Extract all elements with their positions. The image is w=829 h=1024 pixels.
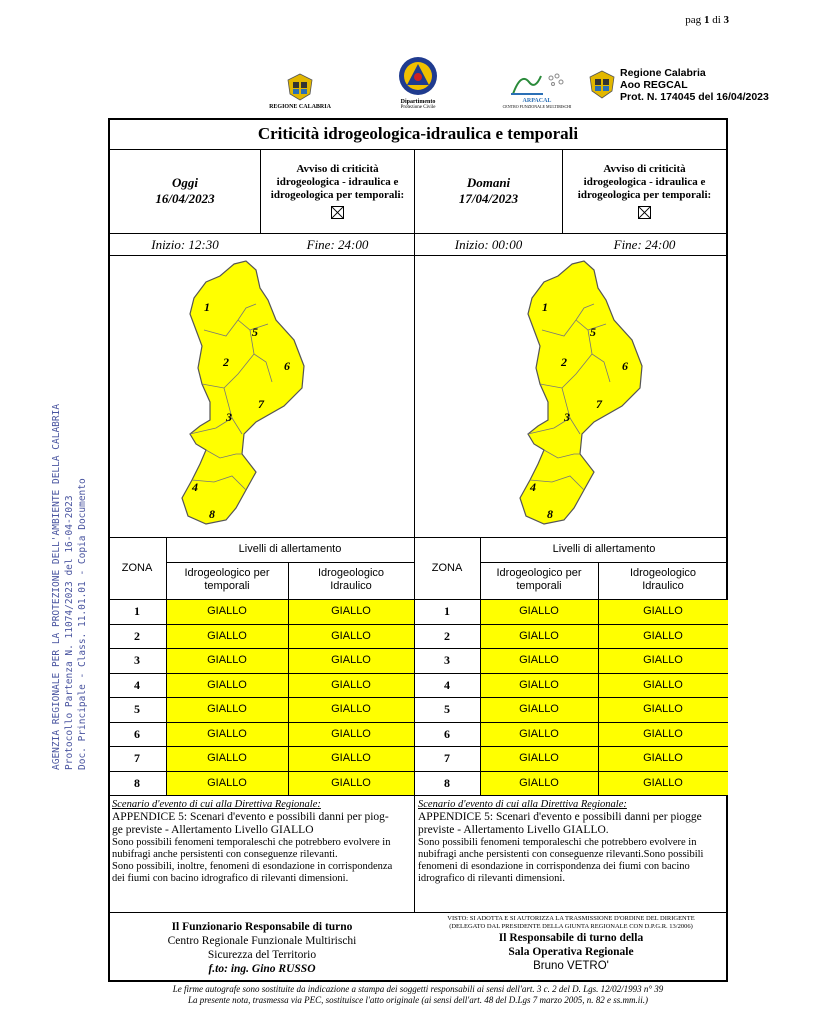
col-header-idraulico <box>598 562 728 599</box>
page-number: pag 1 di 3 <box>685 14 729 26</box>
alert-level-idraulico: GIALLO <box>598 722 728 747</box>
alert-level-idraulico: GIALLO <box>598 648 728 673</box>
alert-level-temporali: GIALLO <box>480 746 598 771</box>
table-rule <box>108 697 414 698</box>
table-rule <box>108 648 414 649</box>
zone-number: 7 <box>444 751 450 765</box>
legal-footer <box>108 984 728 1006</box>
col-header-temporali <box>166 562 288 599</box>
arpacal-icon <box>507 68 567 96</box>
col-header-line: temporali <box>204 580 250 592</box>
alert-level-temporali: GIALLO <box>166 697 288 722</box>
alert-level-temporali: GIALLO <box>166 648 288 673</box>
zone-label: 7 <box>258 397 264 411</box>
col-header-line: Idrogeologico per <box>184 567 270 579</box>
alert-level-idraulico: GIALLO <box>598 771 728 796</box>
table-rule <box>414 697 728 698</box>
zone-number: 3 <box>444 653 450 667</box>
table-rule <box>108 722 414 723</box>
table-rule <box>414 722 728 723</box>
protezione-civile-icon <box>397 55 439 97</box>
footer-line: La presente nota, trasmessa via PEC, sostituisce l'atto originale (ai sensi dell'art. 48 del D.Lgs 7 marzo 2005, n. 82 e ss.mm.ii.) <box>187 995 648 1005</box>
zone-label: 2 <box>223 355 229 369</box>
signature-approval: (DELEGATO DAL PRESIDENTE DELLA GIUNTA REGIONALE CON D.P.G.R. 13/2006) <box>449 923 693 930</box>
day-tomorrow <box>415 175 562 207</box>
scenario-body: Sono possibili, inoltre, fenomeni di esondazione in corrispondenza <box>112 861 393 872</box>
start-tomorrow: Inizio: 00:00 <box>454 237 523 252</box>
signature-name: f.to: ing. Gino RUSSO <box>208 963 316 975</box>
zone-label: 1 <box>204 300 210 314</box>
alert-level-idraulico: GIALLO <box>288 771 414 796</box>
avviso-line: idrogeologica - idraulica e <box>276 176 399 188</box>
col-header-line: Idraulico <box>642 580 684 592</box>
table-rule <box>598 562 599 795</box>
zone-number: 5 <box>134 702 140 716</box>
zone-number: 5 <box>444 702 450 716</box>
end-tomorrow: Fine: 24:00 <box>613 237 676 252</box>
alert-level-idraulico: GIALLO <box>598 697 728 722</box>
zone-label: 4 <box>192 480 198 494</box>
table-rule <box>414 648 728 649</box>
day-label: Oggi <box>172 175 198 190</box>
alert-level-idraulico: GIALLO <box>288 697 414 722</box>
protezione-civile-logo: Dipartimento Protezione Civile <box>378 55 458 110</box>
end-today: Fine: 24:00 <box>306 237 369 252</box>
col-header-line: temporali <box>516 580 562 592</box>
alert-level-temporali: GIALLO <box>166 673 288 698</box>
alert-level-idraulico: GIALLO <box>598 624 728 649</box>
alert-level-idraulico: GIALLO <box>288 722 414 747</box>
avviso-line: Avviso di criticità <box>603 163 686 175</box>
scenario-body: idrografico di rilevanti dimensioni. <box>418 873 565 884</box>
zone-label: 1 <box>542 300 548 314</box>
zone-number: 1 <box>134 604 140 618</box>
table-rule <box>414 795 728 796</box>
table-rule <box>480 562 728 563</box>
stamp-line-2: Protocollo Partenza N. 11074/2023 del 16-04-2023 <box>64 495 75 770</box>
footer-line: Le firme autografe sono sostituite da indicazione a stampa dei soggetti responsabili ai sensi dell'art. 3 c. 2 del D. Lgs. 12/02/1993 n° 39 <box>172 984 664 994</box>
alert-level-temporali: GIALLO <box>166 624 288 649</box>
zone-label: 4 <box>530 480 536 494</box>
table-rule <box>288 562 289 795</box>
zone-label: 3 <box>226 410 232 424</box>
alert-level-temporali: GIALLO <box>166 746 288 771</box>
calabria-region-shape <box>520 261 642 524</box>
alert-level-temporali: GIALLO <box>480 624 598 649</box>
alert-level-temporali: GIALLO <box>480 697 598 722</box>
bulletin-title: Criticità idrogeologica-idraulica e temporali <box>108 118 728 150</box>
table-rule <box>414 599 728 600</box>
alert-level-temporali: GIALLO <box>166 599 288 624</box>
avviso-tomorrow <box>563 163 726 223</box>
zone-label: 5 <box>590 325 596 339</box>
alert-level-idraulico: GIALLO <box>598 673 728 698</box>
day-today <box>110 175 260 207</box>
avviso-line: Avviso di criticità <box>296 163 379 175</box>
table-rule <box>166 537 167 795</box>
avviso-checkbox-tomorrow[interactable] <box>638 206 651 219</box>
table-rule <box>108 771 414 772</box>
table-rule <box>108 624 414 625</box>
signature-approval: VISTO: SI ADOTTA E SI AUTORIZZA LA TRASMISSIONE D'ORDINE DEL DIRIGENTE <box>447 915 695 922</box>
scenario-body: Sono possibili fenomeni temporaleschi che potrebbero evolvere in <box>418 837 697 848</box>
avviso-line: idrogeologica per temporali: <box>270 189 405 201</box>
divider <box>108 912 728 913</box>
scenario-heading: Scenario d'evento di cui alla Direttiva Regionale: <box>418 799 627 810</box>
calabria-map-today <box>176 258 336 536</box>
regione-shield-icon <box>285 72 315 102</box>
scenario-body: dei fiumi con bacino idrografico di rilevanti dimensioni. <box>112 873 349 884</box>
protocol-number: Prot. N. 174045 del 16/04/2023 <box>620 91 769 103</box>
arpacal-logo: ARPACAL CENTRO FUNZIONALE MULTIRISCHI <box>492 68 582 109</box>
scenario-appendix: ge previste - Allertamento Livello GIALLO <box>112 824 314 836</box>
table-rule <box>108 795 414 796</box>
zone-number: 8 <box>444 775 450 790</box>
alert-level-temporali: GIALLO <box>480 771 598 796</box>
alert-level-idraulico: GIALLO <box>288 673 414 698</box>
signature-role: Sala Operativa Regionale <box>508 946 634 958</box>
signature-name: Bruno VETRO' <box>533 960 609 972</box>
protocol-region: Regione Calabria <box>620 67 706 79</box>
scenario-today <box>112 799 412 885</box>
day-date: 16/04/2023 <box>155 191 215 206</box>
scenario-appendix: APPENDICE 5: Scenari d'evento e possibili danni per piog- <box>112 811 389 823</box>
zone-label: 6 <box>622 359 628 373</box>
zone-number: 8 <box>134 775 140 790</box>
day-label: Domani <box>466 175 511 190</box>
zone-number: 2 <box>134 628 140 643</box>
signature-office: Centro Regionale Funzionale Multirischi <box>167 935 357 947</box>
protocol-block <box>620 67 769 103</box>
alert-level-temporali: GIALLO <box>480 722 598 747</box>
col-header-line: Idrogeologico per <box>496 567 582 579</box>
signature-office: Sicurezza del Territorio <box>207 949 317 961</box>
calabria-region-shape <box>182 261 304 524</box>
scenario-appendix: APPENDICE 5: Scenari d'evento e possibili danni per piogge <box>418 811 702 823</box>
zone-label: 2 <box>561 355 567 369</box>
protocol-aoo: Aoo REGCAL <box>620 79 688 91</box>
avviso-line: idrogeologica per temporali: <box>577 189 712 201</box>
scenario-tomorrow <box>418 799 726 885</box>
calabria-map-tomorrow <box>514 258 674 536</box>
scenario-body: nubifragi anche persistenti con conseguenze rilevanti.Sono possibili <box>418 849 704 860</box>
zone-number: 3 <box>134 653 140 667</box>
avviso-today <box>261 163 414 223</box>
alert-level-temporali: GIALLO <box>480 673 598 698</box>
scenario-heading: Scenario d'evento di cui alla Direttiva Regionale: <box>112 799 321 810</box>
avviso-line: idrogeologica - idraulica e <box>583 176 706 188</box>
center-divider <box>414 150 415 912</box>
levels-header: Livelli di allertamento <box>238 543 342 555</box>
table-rule <box>108 673 414 674</box>
alert-level-idraulico: GIALLO <box>288 624 414 649</box>
zone-number: 4 <box>134 677 140 692</box>
col-header-line: Idrogeologico <box>317 567 385 579</box>
zone-number: 6 <box>134 726 140 741</box>
registry-shield-icon <box>588 70 616 100</box>
zone-number: 6 <box>444 726 450 741</box>
table-rule <box>414 624 728 625</box>
alert-level-temporali: GIALLO <box>166 771 288 796</box>
day-date: 17/04/2023 <box>458 191 519 206</box>
alert-level-idraulico: GIALLO <box>598 746 728 771</box>
stamp-line-3: Doc. Principale - Class. 11.01.01 - Copia Documento <box>77 478 88 770</box>
col-header-line: Idraulico <box>330 580 372 592</box>
levels-header: Livelli di allertamento <box>552 543 656 555</box>
zone-label: 3 <box>564 410 570 424</box>
avviso-checkbox-today[interactable] <box>331 206 344 219</box>
alert-level-idraulico: GIALLO <box>288 599 414 624</box>
zona-header: ZONA <box>121 562 153 574</box>
signature-role: Il Responsabile di turno della <box>498 932 644 944</box>
zone-number: 2 <box>444 628 450 643</box>
table-rule <box>414 771 728 772</box>
zone-label: 6 <box>284 359 290 373</box>
signature-operations <box>416 915 726 973</box>
alert-level-temporali: GIALLO <box>480 648 598 673</box>
zone-label: 5 <box>252 325 258 339</box>
zona-header: ZONA <box>431 562 463 574</box>
signature-role: Il Funzionario Responsabile di turno <box>171 921 353 933</box>
col-header-idraulico <box>288 562 414 599</box>
zone-number: 4 <box>444 677 450 692</box>
scenario-body: fenomeni di esondazione in corrispondenza dei fiumi con bacino <box>418 861 690 872</box>
scenario-body: Sono possibili fenomeni temporaleschi che potrebbero evolvere in <box>112 837 391 848</box>
alert-level-temporali: GIALLO <box>166 722 288 747</box>
table-rule <box>414 746 728 747</box>
table-rule <box>414 673 728 674</box>
alert-level-idraulico: GIALLO <box>598 599 728 624</box>
zone-number: 1 <box>444 604 450 618</box>
scenario-body: nubifragi anche persistenti con conseguenze rilevanti. <box>112 849 338 860</box>
zone-label: 8 <box>547 507 553 521</box>
stamp-line-1: AGENZIA REGIONALE PER LA PROTEZIONE DELL'AMBIENTE DELLA CALABRIA <box>51 403 62 770</box>
side-protocol-stamp <box>50 350 89 770</box>
zone-label: 7 <box>596 397 602 411</box>
scenario-appendix: previste - Allertamento Livello GIALLO. <box>418 824 609 836</box>
regione-calabria-logo: REGIONE CALABRIA <box>265 72 335 110</box>
table-rule <box>108 746 414 747</box>
zone-number: 7 <box>134 751 140 765</box>
start-today: Inizio: 12:30 <box>151 237 219 252</box>
col-header-temporali <box>480 562 598 599</box>
alert-level-idraulico: GIALLO <box>288 746 414 771</box>
signature-functionary <box>110 920 414 976</box>
alert-level-temporali: GIALLO <box>480 599 598 624</box>
zone-label: 8 <box>209 507 215 521</box>
table-rule <box>166 562 414 563</box>
alert-level-idraulico: GIALLO <box>288 648 414 673</box>
table-rule <box>480 537 481 795</box>
table-rule <box>108 599 414 600</box>
col-header-line: Idrogeologico <box>629 567 697 579</box>
